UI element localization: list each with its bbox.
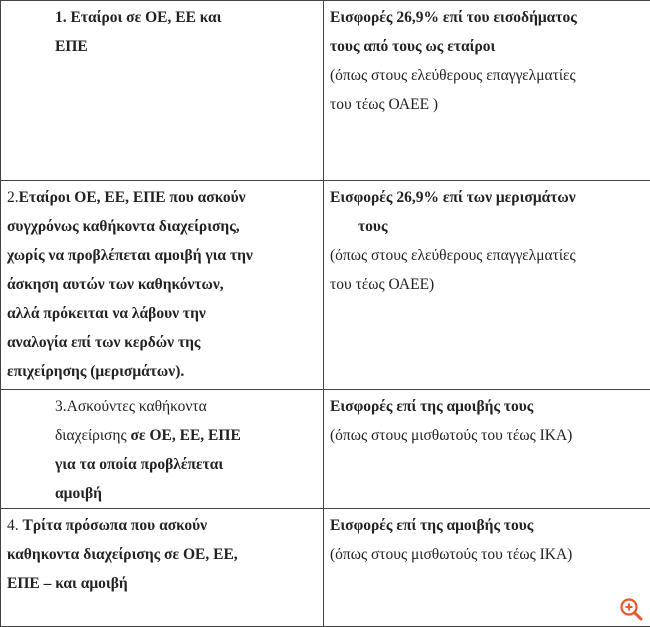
row3-note-line1: (όπως στους μισθωτούς του τέως ΙΚΑ) — [330, 421, 650, 450]
row1-category-line1: 1. Εταίροι σε ΟΕ, ΕΕ και — [7, 3, 317, 32]
row2-category-line6: αναλογία επί των κερδών της — [7, 328, 317, 357]
row4-note-line1: (όπως στους μισθωτούς του τέως ΙΚΑ) — [330, 540, 650, 569]
row4-category-cell — [1, 509, 324, 627]
row1-category-cell — [1, 1, 324, 181]
table-row — [1, 181, 650, 390]
row2-category-line7: επιχείρησης (μερισμάτων). — [7, 357, 317, 386]
row2-category-line1: Εταίροι ΟΕ, ΕΕ, ΕΠΕ που ασκούν — [19, 189, 246, 206]
row4-category-line3: ΕΠΕ – και αμοιβή — [7, 569, 317, 598]
row4-category-line1: Τρίτα πρόσωπα που ασκούν — [23, 517, 208, 534]
row2-category-line4: άσκηση αυτών των καθηκόντων, — [7, 270, 317, 299]
row4-contribution-line1: Εισφορές επί της αμοιβής τους — [330, 511, 650, 540]
row4-category-line2: καθηκοντα διαχείρισης σε ΟΕ, ΕΕ, — [7, 540, 317, 569]
row3-contribution-cell — [324, 390, 650, 509]
row3-category-line2-bold: σε ΟΕ, ΕΕ, ΕΠΕ — [131, 427, 241, 444]
row3-category-line4: αμοιβή — [7, 479, 317, 508]
row1-category-line2: ΕΠΕ — [7, 32, 317, 61]
row3-category-line2-plain: διαχείρισης — [55, 427, 131, 444]
row1-contribution-line1: Εισφορές 26,9% επί του εισοδήματος — [330, 3, 650, 32]
row2-note-line1: (όπως στους ελεύθερους επαγγελματίες — [330, 241, 650, 270]
row2-category-line2: συγχρόνως καθήκοντα διαχείρισης, — [7, 212, 317, 241]
row1-contribution-line2: τους από τους ως εταίροι — [330, 32, 650, 61]
row4-contribution-cell — [324, 509, 650, 627]
row2-number: 2. — [7, 189, 19, 206]
row4-number: 4. — [7, 517, 23, 534]
table-row — [1, 1, 650, 181]
row3-category-line3: για τα οποία προβλέπεται — [7, 450, 317, 479]
row2-contribution-line1: Εισφορές 26,9% επί των μερισμάτων — [330, 183, 650, 212]
row2-contribution-line2: τους — [330, 212, 650, 241]
row1-note-line2: του τέως ΟΑΕΕ ) — [330, 90, 650, 119]
row2-category-line3: χωρίς να προβλέπεται αμοιβή για την — [7, 241, 317, 270]
row2-category-cell — [1, 181, 324, 390]
row3-category-line1: 3.Ασκούντες καθήκοντα — [7, 392, 317, 421]
zoom-in-icon[interactable] — [618, 596, 644, 622]
row3-contribution-line1: Εισφορές επί της αμοιβής τους — [330, 392, 650, 421]
row3-category-cell — [1, 390, 324, 509]
row2-category-line5: αλλά πρόκειται να λάβουν την — [7, 299, 317, 328]
table-row — [1, 509, 650, 627]
table-row — [1, 390, 650, 509]
row1-note-line1: (όπως στους ελεύθερους επαγγελματίες — [330, 61, 650, 90]
row2-contribution-cell — [324, 181, 650, 390]
row1-contribution-cell — [324, 1, 650, 181]
row2-note-line2: του τέως ΟΑΕΕ) — [330, 270, 650, 299]
